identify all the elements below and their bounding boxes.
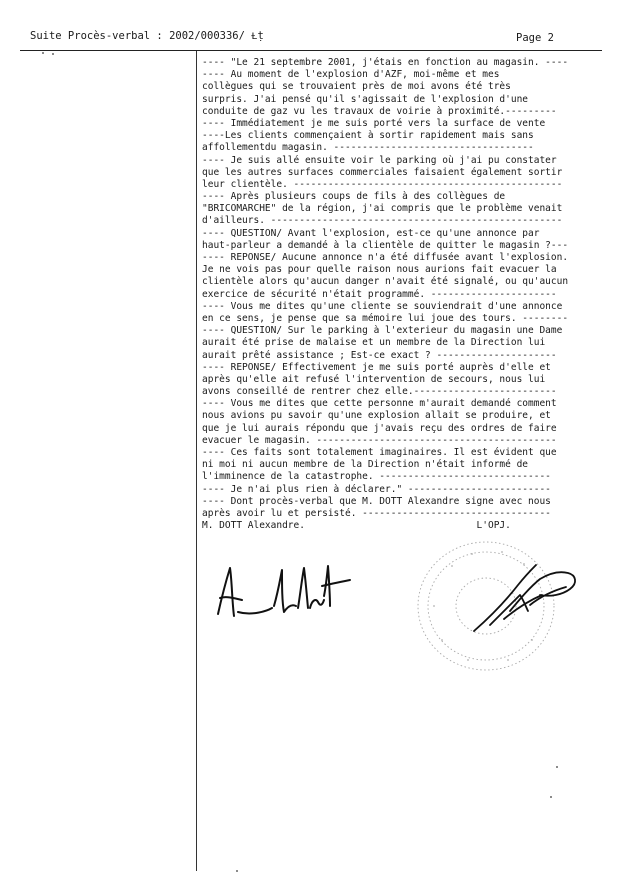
body-line: evacuer le magasin. ------------------------------------------ [202, 434, 557, 446]
scan-speck [42, 52, 44, 54]
body-line: ---- Ces faits sont totalement imaginaires. Il est évident que [202, 447, 557, 458]
body-line: affollementdu magasin. ----------------------------------- [202, 142, 534, 154]
margin-rule [196, 51, 197, 871]
body-line: exercice de sécurité n'était programmé. ---------------------- [202, 288, 557, 300]
body-line: après avoir lu et persisté. --------------------------------- [202, 507, 551, 519]
scan-speck [550, 796, 552, 798]
body-line: collègues qui se trouvaient près de moi avons été très [202, 81, 511, 93]
body-line: ---- Vous me dites qu'une cliente se souviendrait d'une annonce [202, 300, 563, 312]
body-line: que je lui aurais répondu que j'avais reçu des ordres de faire [202, 422, 557, 434]
body-line: ---- REPONSE/ Aucune annonce n'a été diffusée avant l'explosion. [202, 252, 569, 263]
body-line: d'ailleurs. --------------------------------------------------- [202, 215, 563, 227]
header-rule [20, 50, 602, 51]
body-line: clientèle alors qu'aucun danger n'avait été signalé, ou qu'aucun [202, 276, 569, 288]
body-line: l'imminence de la catastrophe. ------------------------------ [202, 471, 551, 483]
body-line: en ce sens, je pense que sa mémoire lui joue des tours. -------- [202, 312, 569, 324]
body-line: conduite de gaz vu les travaux de voirie à proximité.--------- [202, 105, 557, 117]
body-line: haut-parleur a demandé à la clientèle de quitter le magasin ?--- [202, 239, 569, 251]
body-line: ni moi ni aucun membre de la Direction n'était informé de [202, 459, 529, 471]
body-line: ---- Après plusieurs coups de fils à des collègues de [202, 191, 506, 203]
scan-speck [556, 766, 558, 768]
body-line: ---- REPONSE/ Effectivement je me suis porté auprès d'elle et [202, 361, 551, 373]
body-line: ---- Immédiatement je me suis porté vers la surface de vente [202, 117, 546, 129]
body-line: ---- Je suis allé ensuite voir le parking où j'ai pu constater [202, 154, 557, 166]
document-body [202, 57, 606, 532]
body-line: après qu'elle ait refusé l'intervention de secours, nous lui [202, 373, 546, 385]
body-line: aurait été prise de malaise et un membre de la Direction lui [202, 337, 546, 349]
body-line: que les autres surfaces commerciales faisaient également sortir [202, 166, 563, 178]
signature-opj [470, 555, 590, 635]
body-line: ---- "Le 21 septembre 2001, j'étais en fonction au magasin. ---- [202, 57, 569, 68]
body-line: ---- QUESTION/ Sur le parking à l'exterieur du magasin une Dame [202, 325, 563, 337]
body-line: "BRICOMARCHE" de la région, j'ai compris que le problème venait [202, 203, 563, 215]
scan-speck [52, 53, 54, 55]
body-line: avons conseillé de rentrer chez elle.------------------------- [202, 386, 557, 398]
body-line: surpris. J'ai pensé qu'il s'agissait de l'explosion d'une [202, 93, 529, 105]
body-line: ---- Dont procès-verbal que M. DOTT Alexandre signe avec nous [202, 495, 551, 507]
body-line: ---- QUESTION/ Avant l'explosion, est-ce qu'une annonce par [202, 227, 540, 239]
page-number: Page 2 [516, 32, 554, 44]
header-left: Suite Procès-verbal : 2002/000336/ Ɫṭ [30, 30, 264, 42]
body-line: nous avions pu savoir qu'une explosion allait se produire, et [202, 410, 551, 422]
body-line: ---- Vous me dites que cette personne m'aurait demandé comment [202, 398, 557, 410]
body-line: aurait prêté assistance ; Est-ce exact ? --------------------- [202, 349, 557, 361]
body-line: ----Les clients commençaient à sortir rapidement mais sans [202, 130, 534, 142]
body-line: Je ne vois pas pour quelle raison nous aurions fait evacuer la [202, 264, 557, 276]
body-line: ---- Je n'ai plus rien à déclarer." ------------------------- [202, 483, 551, 495]
scan-speck [236, 870, 238, 872]
body-line: ---- Au moment de l'explosion d'AZF, moi-même et mes [202, 69, 500, 81]
signature-dott [212, 556, 362, 626]
body-line: leur clientèle. ----------------------------------------------- [202, 178, 563, 190]
signatories-line: M. DOTT Alexandre. L'OPJ. [202, 520, 511, 532]
